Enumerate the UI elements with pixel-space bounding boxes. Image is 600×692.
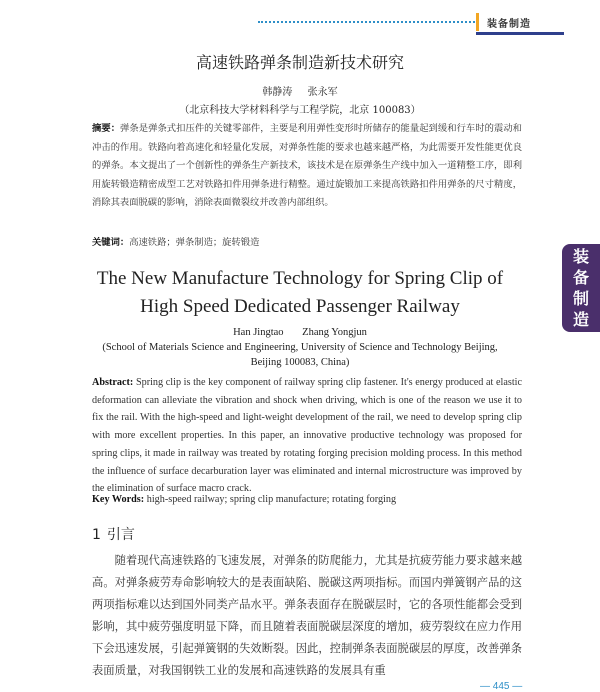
header-underline	[476, 32, 564, 35]
header-dotted-rule	[258, 21, 478, 23]
en-abstract-label: Abstract:	[92, 377, 134, 388]
en-keywords-label: Key Words:	[92, 494, 145, 505]
en-affiliation-line: (School of Materials Science and Engineering, University of Science and Technology Beijing,	[102, 342, 498, 353]
header-section-label: 装备制造	[487, 18, 531, 30]
en-keywords	[92, 494, 522, 505]
section-number: 1	[92, 527, 101, 543]
en-keywords-text: high-speed railway; spring clip manufacture; rotating forging	[144, 494, 397, 505]
header-section-tab	[476, 13, 541, 31]
en-author: Han Jingtao	[233, 327, 284, 338]
en-affiliation-line: Beijing 100083, China)	[250, 357, 350, 368]
en-affiliation	[0, 340, 600, 370]
en-abstract-text: Spring clip is the key component of railway spring clip fastener. It's energy produced at elastic deformation can alleviate the vibration and shock when driving, which is one of the reason we use it to fix the rail. With the high-speed and light-weight development of the rail, we need to develop spring clip with more excellent properties. In this paper, an innovative productive technology was proposed for spring clips, it made in railway was treated by rotating forging precision molding process. In this method the influence of surface decarburation layer was eliminated and internal microstructure was improved by the elimination of surface macro crack.	[92, 377, 522, 495]
en-title	[0, 265, 600, 321]
en-abstract	[92, 374, 522, 498]
section-body-text: 随着现代高速铁路的飞速发展，对弹条的防爬能力，尤其是抗疲劳能力要求越来越高。对弹条疲劳寿命影响较大的是表面缺陷、脱碳这两项指标。而国内弹簧钢产品的这两项指标难以达到国外同类产品水平。弹条表面存在脱碳层时，它的各项性能都会受到影响，其中疲劳强度明显下降，而且随着表面脱碳层深度的增加，疲劳裂纹在应力作用下会迅速发展，引起弹簧钢的失效断裂。因此，控制弹条表面脱碳层的厚度，改善弹条表面质量，对我国钢铁工业的发展和高速铁路的发展具有重	[92, 554, 522, 677]
side-tab-char: 备	[572, 268, 589, 287]
section-title: 引言	[106, 527, 135, 543]
cn-author: 韩静涛	[262, 87, 293, 98]
cn-author: 张永军	[307, 87, 338, 98]
page-number: — 445 —	[480, 681, 523, 692]
cn-affiliation: （北京科技大学材料科学与工程学院，北京 100083）	[179, 105, 421, 116]
side-tab-char: 装	[572, 247, 589, 266]
en-title-line: The New Manufacture Technology for Spring Clip of	[96, 268, 504, 289]
cn-keywords	[92, 234, 522, 248]
side-tab-char: 制	[572, 289, 589, 308]
section-heading	[92, 524, 141, 544]
cn-abstract-text: 弹条是弹条式扣压件的关键零部件，主要是利用弹性变形时所储存的能量起到缓和行车时的震动和冲击的作用。铁路向着高速化和轻量化发展，对弹条性能的要求也越来越严格，为此需要开发性能更优良的弹条。本文提出了一个创新性的弹条生产新技术，该技术是在原弹条生产线中加入一道精整工序，即利用旋转锻造精密成型工艺对铁路扣件用弹条进行精整。通过旋锻加工来提高铁路扣件用弹条的尺寸精度，消除其表面脱碳的影响，消除表面微裂纹并改善内部组织。	[92, 123, 522, 209]
cn-title: 高速铁路弹条制造新技术研究	[195, 53, 404, 72]
en-author: Zhang Yongjun	[302, 327, 367, 338]
en-authors	[0, 327, 600, 338]
cn-abstract	[92, 120, 522, 213]
cn-keywords-label: 关键词：	[92, 237, 130, 248]
cn-abstract-label: 摘要：	[92, 123, 121, 134]
cn-authors	[0, 83, 600, 98]
cn-keywords-text: 高速铁路；弹条制造；旋转锻造	[129, 237, 260, 248]
side-tab-char: 造	[572, 310, 589, 329]
en-title-line: High Speed Dedicated Passenger Railway	[140, 296, 460, 317]
